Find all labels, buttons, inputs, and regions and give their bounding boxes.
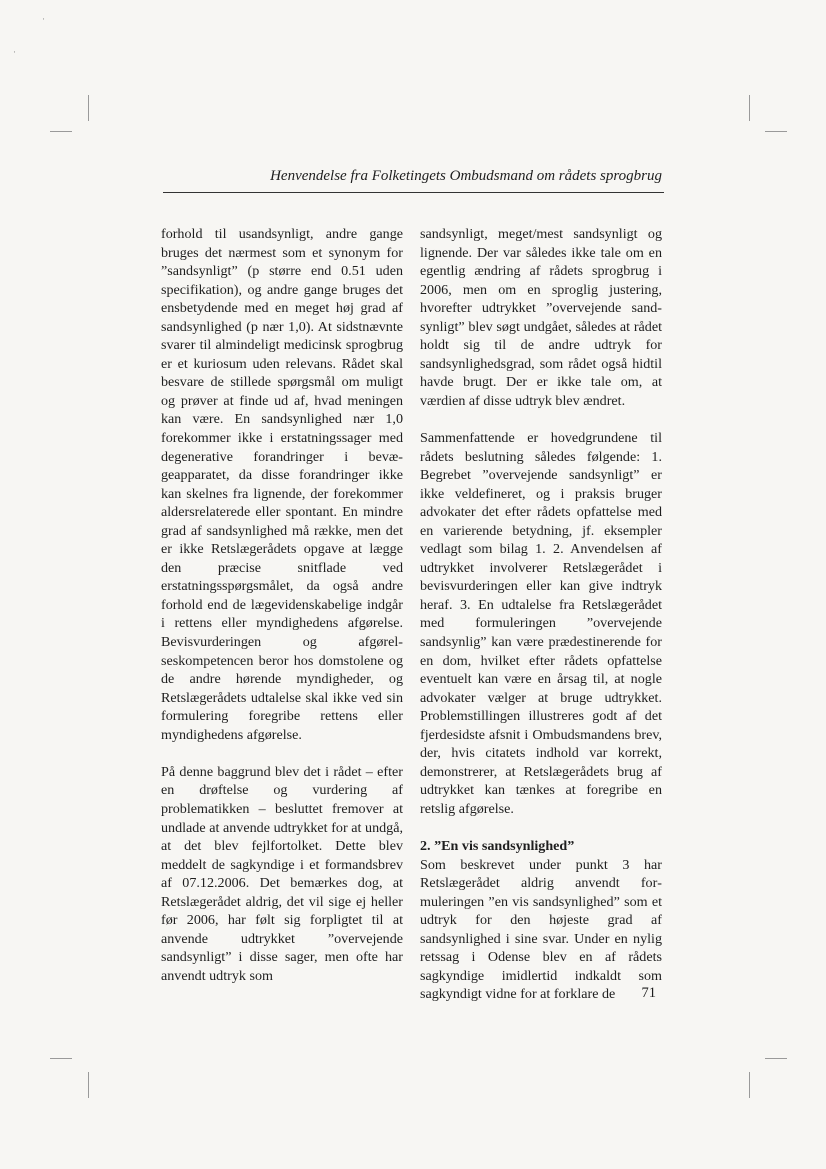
body-paragraph: Som beskrevet under punkt 3 har Retslægerådet aldrig anvendt formuleringen ”en vis sandsynlighed” som et udtryk for den højeste grad af sandsynlighed i sine svar. Under en nylig retssag i Odense blev en af rådets sagkyndige imidlertid indkaldt som sagkyndigt vidne for at forklare de: [420, 856, 662, 1003]
scan-speck: ·: [13, 47, 16, 57]
crop-mark: [749, 1072, 750, 1098]
page-number: 71: [641, 985, 656, 1001]
header-rule: [163, 192, 664, 193]
body-paragraph: sandsynligt, meget/mest sandsynligt og lignende. Der var således ikke tale om en egentlig ændring af rådets sprogbrug i 2006, men om en sproglig justering, hvorefter udtrykket ”overvejende sandsynligt” blev søgt undgået, således at rådet holdt sig til de andre udtryk for sandsynlighedsgrad, som rådet også hidtil havde brugt. Der er ikke tale om, at værdien af disse udtryk blev ændret.: [420, 226, 662, 409]
crop-mark: [50, 1058, 72, 1059]
section-heading: 2. ”En vis sandsynlighed”: [420, 838, 575, 855]
crop-mark: [765, 131, 787, 132]
left-column: [161, 225, 403, 985]
scan-speck: ·: [42, 14, 45, 24]
body-paragraph: På denne baggrund blev det i rådet – efter en drøftelse og vurdering af problematikken – besluttet fremover at undlade at anvende udtrykket for at undgå, at det blev fejlfortolket. Dette blev meddelt de sagkyndige i et formandsbrev af 07.12.2006. Det bemærkes dog, at Retslægerådet aldrig, det vil sige ej heller før 2006, har følt sig forpligtet til at anvende udtrykket ”overvejende sandsynligt” i disse sager, men ofte har anvendt udtryk som: [161, 763, 403, 984]
body-paragraph: forhold til usandsynligt, andre gange bruges det nærmest som et synonym for ”sandsynligt” (p større end 0.51 uden specifikation), og andre gange bruges det ensbetydende med en meget høj grad af sandsynlighed (p nær 1,0). At sidstnævnte svarer til almindeligt medicinsk sprogbrug er et kuriosum uden relevans. Rådet skal besvare de stillede spørgsmål om muligt og prøver at finde ud af, hvad meningen kan være. En sandsynlighed nær 1,0 forekommer ikke i erstatningssager med degenerative forandringer i bevægeapparatet, da disse forandringer ikke kan skelnes fra lignende, der forekommer aldersrelaterede eller spontant. En mindre grad af sandsynlighed må række, men det er ikke Retslægerådets opgave at lægge den præcise snitflade ved erstatningsspørgsmålet, da også andre forhold end de lægevidenskabelige indgår i rettens eller myndighedens afgørelse. Bevisvurderingen og afgørelseskompetencen beror hos domstolene og de andre hørende myndigheder, og Retslægerådets udtalelse skal ikke ved sin formulering foregribe rettens eller myndighedens afgørelse.: [161, 226, 403, 743]
crop-mark: [50, 131, 72, 132]
crop-mark: [765, 1058, 787, 1059]
right-column: [420, 225, 662, 1004]
running-header: Henvendelse fra Folketingets Ombudsmand om rådets sprogbrug: [270, 168, 662, 184]
crop-mark: [88, 1072, 89, 1098]
body-paragraph: Sammenfattende er hovedgrundene til rådets beslutning således følgende: 1. Begrebet ”overvejende sandsynligt” er ikke veldefineret, og i praksis bruger advokater det efter rådets opfattelse med en varierende betydning, jf. eksempler vedlagt som bilag 1. 2. Anvendelsen af udtrykket involverer Retslægerådet i bevisvurderingen eller kan give indtryk heraf. 3. En udtalelse fra Retslægerådet med formuleringen ”overvejende sandsynlig” kan være prædestinerende for en dom, hvilket efter rådets opfattelse eventuelt kan være en årsag til, at nogle advokater vælger at bruge udtrykket. Problemstillingen illustreres godt af det fjerdesidste afsnit i Ombudsmandens brev, der, hvis citatets indhold var korrekt, demonstrerer, at Retslægerådets brug af udtrykket kan tænkes at foregribe en retslig afgørelse.: [420, 430, 662, 817]
crop-mark: [88, 95, 89, 121]
crop-mark: [749, 95, 750, 121]
